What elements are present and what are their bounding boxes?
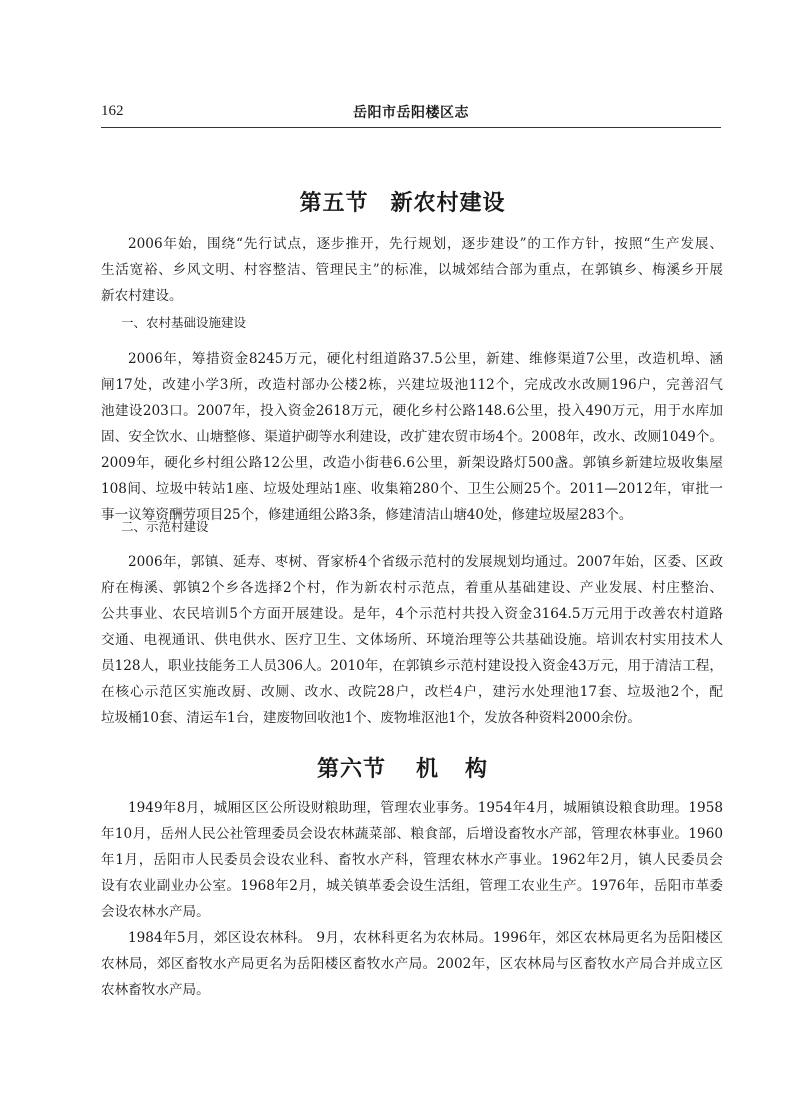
text-line: 公共事业、农民培训5个方面开展建设。是年，4个示范村共投入资金3164.5万元用于改善农村道路 bbox=[101, 606, 723, 622]
text-line: 年10月，岳州人民公社管理委员会设农林蔬菜部、粮食部，后增设畜牧水产部，管理农林事业。1960 bbox=[101, 826, 723, 842]
section-5-name: 新农村建设 bbox=[390, 191, 506, 216]
text-line: 交通、电视通讯、供电供水、医疗卫生、文体场所、环境治理等公共基础设施。培训农村实用技术人 bbox=[101, 632, 723, 648]
text-line: 108间、垃圾中转站1座、垃圾处理站1座、收集箱280个、卫生公厕25个。2011—2012年，审批一 bbox=[101, 481, 723, 497]
text-line: 府在梅溪、郭镇2个乡各选择2个村，作为新农村示范点，着重从基础建设、产业发展、村庄整治、 bbox=[101, 580, 723, 596]
text-line: 池建设203口。2007年，投入资金2618万元，硬化乡村公路148.6公里，投入490万元，用于水库加 bbox=[101, 403, 723, 419]
organization-paragraph-1 bbox=[101, 795, 723, 925]
section-6-title bbox=[0, 752, 805, 783]
text-line: 闸17处，改建小学3所，改造村部办公楼2栋，兴建垃圾池112个，完成改水改厕196户，完善沼气 bbox=[101, 377, 723, 393]
text-line: 新农村建设。 bbox=[101, 288, 183, 304]
text-line: 农林局，郊区畜牧水产局更名为岳阳楼区畜牧水产局。2002年，区农林局与区畜牧水产局合并成立区 bbox=[101, 956, 723, 972]
text-line: 1949年8月，城厢区区公所设财粮助理，管理农业事务。1954年4月，城厢镇设粮食助理。1958 bbox=[128, 800, 723, 816]
subsection-heading-infrastructure: 一、农村基础设施建设 bbox=[121, 315, 247, 330]
section-6-number: 第六节 bbox=[316, 757, 386, 782]
text-line: 2006年始，围绕“先行试点，逐步推开，先行规划，逐步建设”的工作方针，按照“生产发展、 bbox=[128, 236, 723, 252]
text-line: 员128人，职业技能务工人员306人。2010年，在郭镇乡示范村建设投入资金43万元，用于清洁工程， bbox=[101, 658, 723, 674]
running-header bbox=[101, 97, 721, 128]
text-line: 设有农业副业办公室。1968年2月，城关镇革委会设生活组，管理工农业生产。1976年，岳阳市革委 bbox=[101, 878, 723, 894]
text-line: 会设农林水产局。 bbox=[101, 904, 210, 920]
text-line: 固、安全饮水、山塘整修、渠道护砌等水利建设，改扩建农贸市场4个。2008年，改水、改厕1049个。 bbox=[101, 429, 723, 445]
text-line: 农林畜牧水产局。 bbox=[101, 982, 210, 998]
page-number: 162 bbox=[101, 103, 124, 119]
section-5-intro bbox=[101, 231, 723, 309]
text-line: 2009年，硬化乡村组公路12公里，改造小街巷6.6公里，新架设路灯500盏。郭镇乡新建垃圾收集屋 bbox=[101, 455, 723, 471]
organization-paragraph-2 bbox=[101, 925, 723, 1003]
text-line: 事一议筹资酬劳项目25个，修建通组公路3条，修建清洁山塘40处，修建垃圾屋283个。 bbox=[101, 507, 633, 523]
text-line: 垃圾桶10套、清运车1台，建废物回收池1个、废物堆沤池1个，发放各种资料2000余份。 bbox=[101, 710, 642, 726]
section-6-name-part1: 机 bbox=[415, 757, 439, 782]
text-line: 在核心示范区实施改厨、改厕、改水、改院28户，改栏4户，建污水处理池17套、垃圾池2个，配 bbox=[101, 684, 723, 700]
text-line: 2006年，郭镇、延寿、枣树、胥家桥4个省级示范村的发展规划均通过。2007年始，区委、区政 bbox=[128, 554, 723, 570]
infrastructure-paragraph bbox=[101, 346, 723, 528]
section-6-name-part2: 构 bbox=[465, 757, 489, 782]
text-line: 年1月，岳阳市人民委员会设农业科、畜牧水产科，管理农林水产事业。1962年2月，镇人民委员会 bbox=[101, 852, 723, 868]
demo-village-paragraph bbox=[101, 549, 723, 731]
text-line: 2006年，筹措资金8245万元，硬化村组道路37.5公里，新建、维修渠道7公里，改造机埠、涵 bbox=[128, 351, 723, 367]
text-line: 1984年5月，郊区设农林科。 9月，农林科更名为农林局。1996年，郊区农林局更名为岳阳楼区 bbox=[128, 930, 723, 946]
section-5-number: 第五节 bbox=[299, 191, 369, 216]
subsection-heading-demo-village: 二、示范村建设 bbox=[121, 519, 209, 534]
section-5-title bbox=[0, 186, 805, 217]
text-line: 生活宽裕、乡风文明、村容整洁、管理民主”的标准，以城郊结合部为重点，在郭镇乡、梅溪乡开展 bbox=[101, 262, 723, 278]
book-title: 岳阳市岳阳楼区志 bbox=[353, 105, 469, 121]
